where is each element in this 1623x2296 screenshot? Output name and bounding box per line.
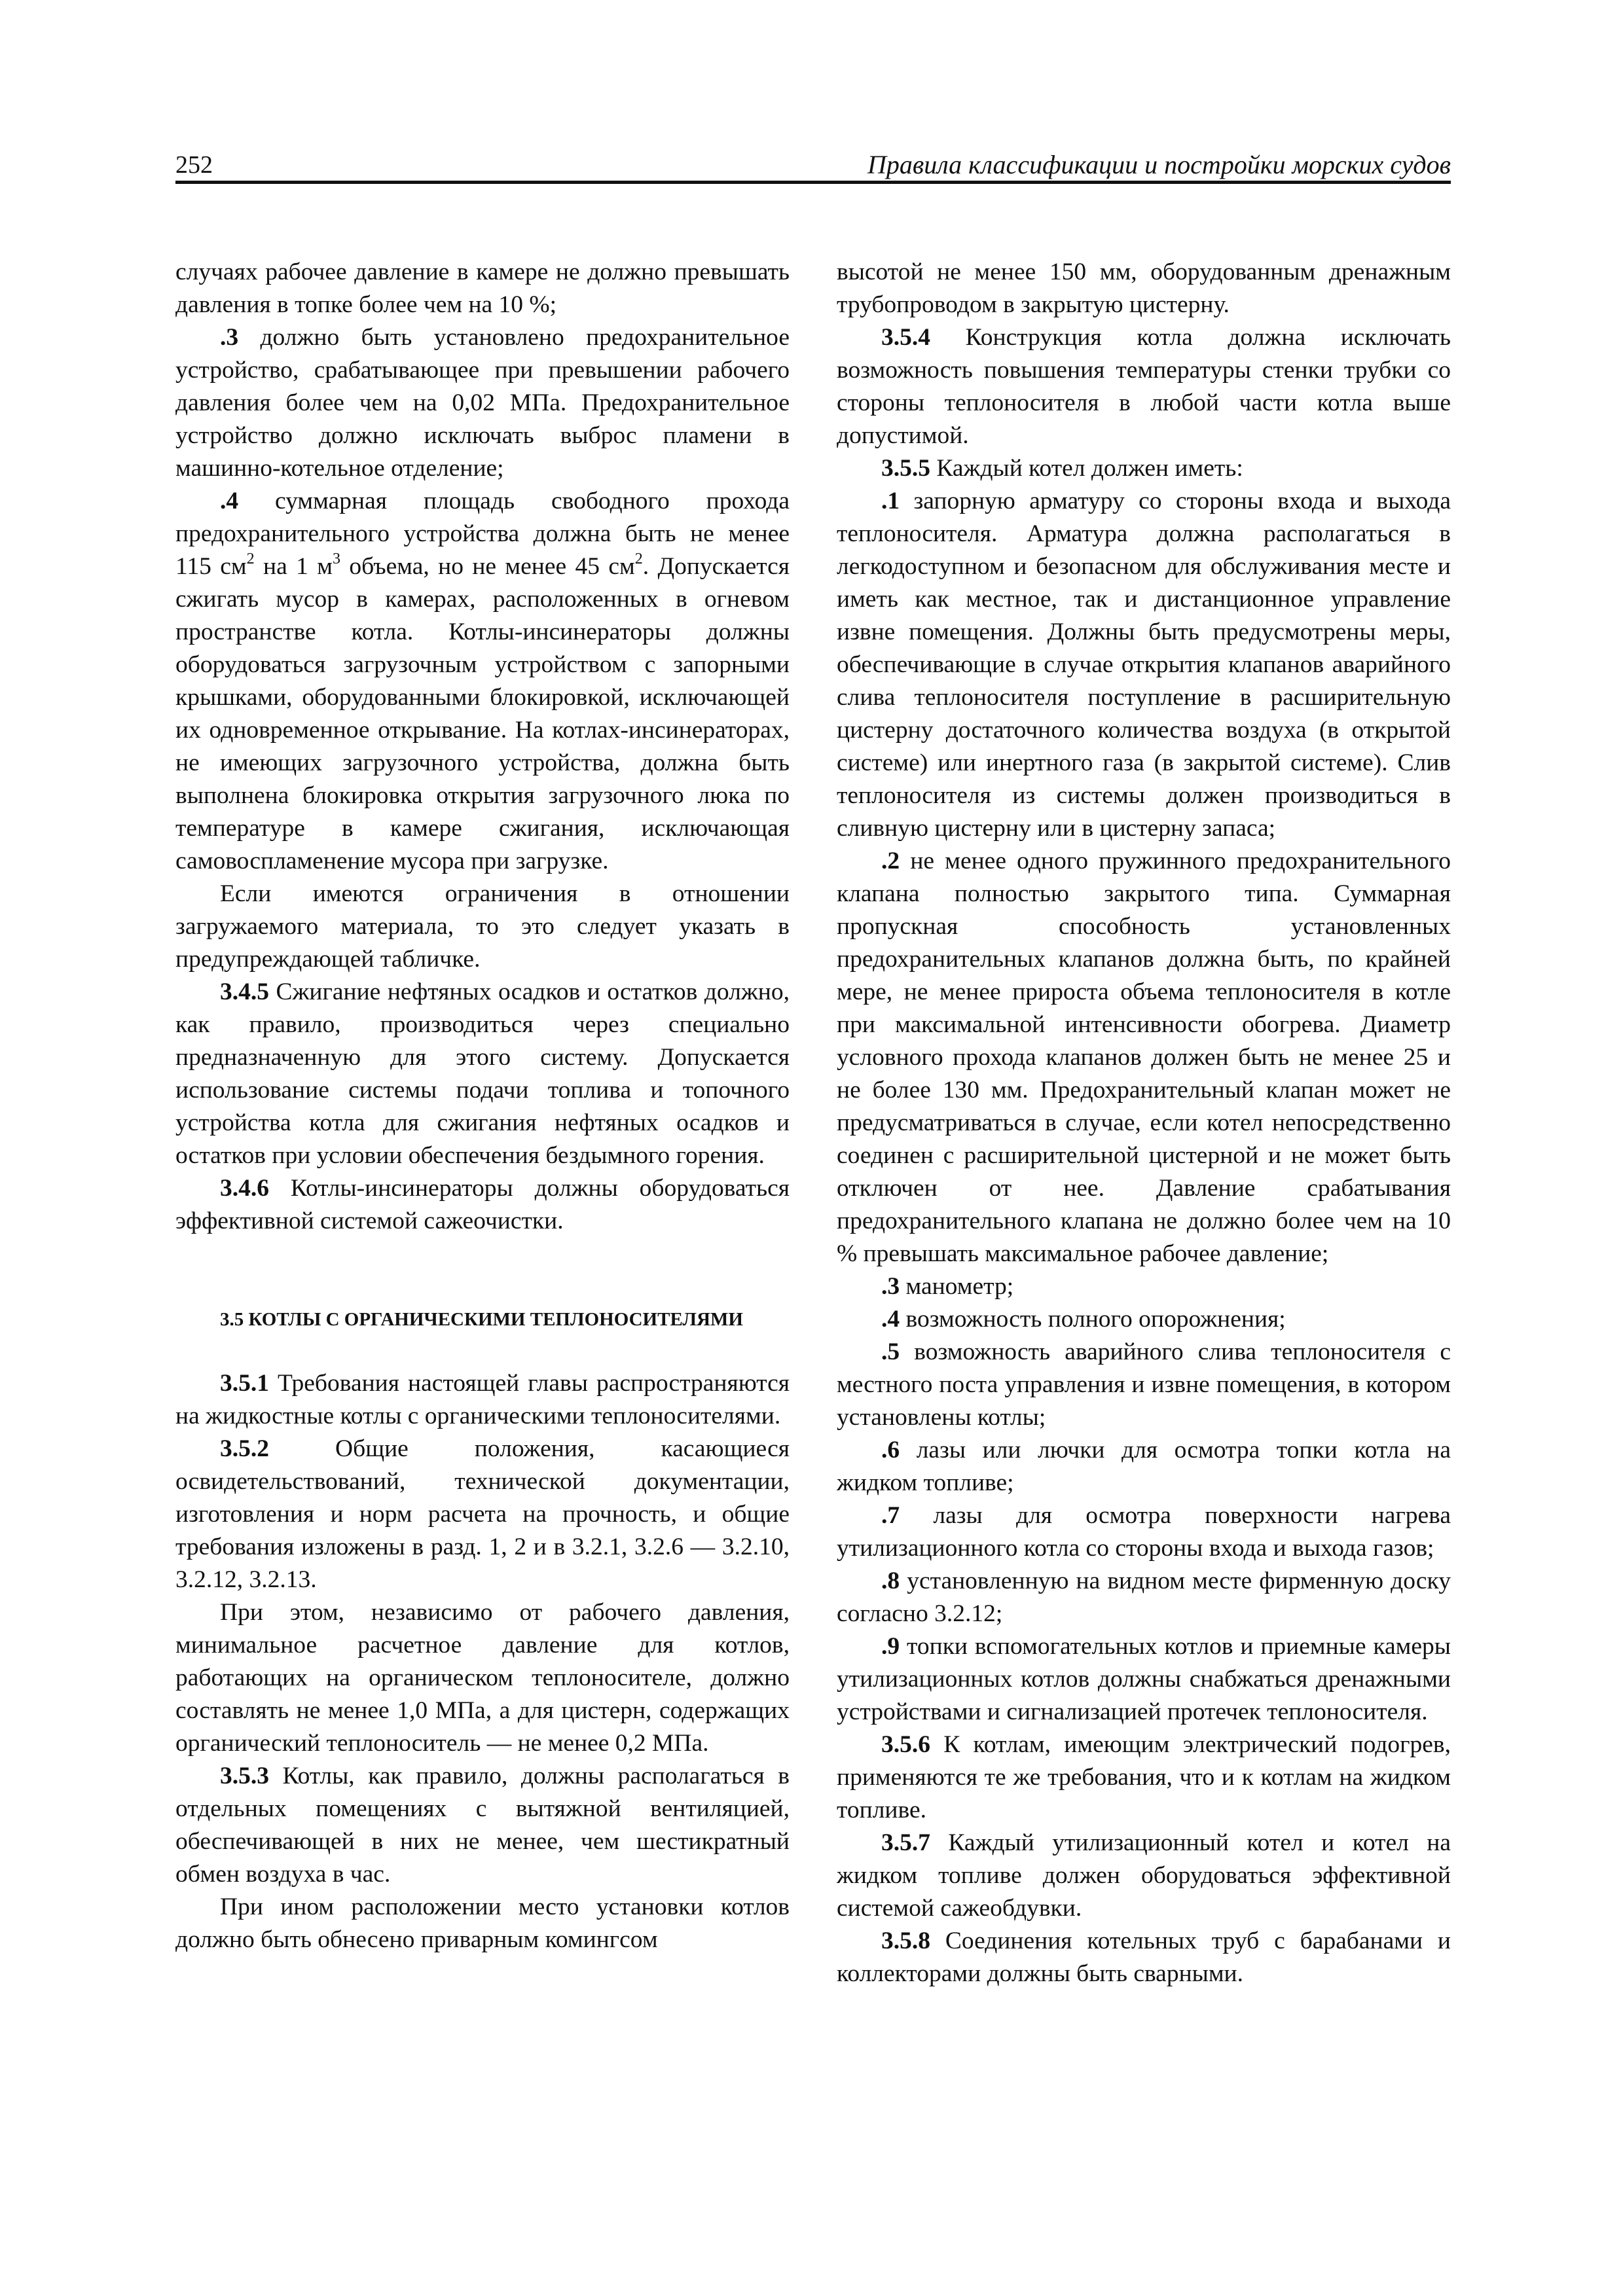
paragraph: При ином расположении место установки котлов должно быть обнесено приварным комингсом (175, 1893, 790, 1953)
list-item: .3 манометр; (881, 1273, 1014, 1300)
paragraph: 3.4.5 Сжигание нефтяных осадков и остатков должно, как правило, производиться через специально предназначенную для этого систему. Допускается использование системы подачи топлива и топочного устройства котла для сжигания нефтяных осадков и остатков при условии обеспечения бездымного горения. (175, 978, 790, 1169)
right-column (837, 256, 1451, 1990)
paragraph: 3.5.7 Каждый утилизационный котел и котел на жидком топливе должен оборудоваться эффективной системой сажеобдувки. (837, 1829, 1451, 1922)
list-item: .7 лазы для осмотра поверхности нагрева утилизационного котла со стороны входа и выхода газов; (837, 1502, 1451, 1562)
list-item: .2 не менее одного пружинного предохранительного клапана полностью закрытого типа. Суммарная пропускная способность установленных предохранительных клапанов должна быть, по крайней мере, не менее прироста объема теплоносителя в котле при максимальной интенсивности обогрева. Диаметр условного прохода клапанов должен быть не менее 25 и не более 130 мм. Предохранительный клапан может не предусматриваться в случае, если котел непосредственно соединен с расширительной цистерной и не может быть отключен от нее. Давление срабатывания предохранительного клапана не должно более чем на 10 % превышать максимальное рабочее давление; (837, 848, 1451, 1267)
paragraph: При этом, независимо от рабочего давления, минимальное расчетное давление для котлов, работающих на органическом теплоносителе, должно составлять не менее 1,0 МПа, а для цистерн, содержащих органический теплоноситель — не менее 0,2 МПа. (175, 1599, 790, 1757)
header-rule (175, 181, 1451, 184)
paragraph: 3.5.3 Котлы, как правило, должны располагаться в отдельных помещениях с вытяжной вентиляцией, обеспечивающей в них не менее, чем шестикратный обмен воздуха в час. (175, 1763, 790, 1888)
paragraph: 3.5.6 К котлам, имеющим электрический подогрев, применяются те же требования, что и к котлам на жидком топливе. (837, 1731, 1451, 1823)
paragraph: .3 должно быть установлено предохранительное устройство, срабатывающее при превышении рабочего давления более чем на 0,02 МПа. Предохранительное устройство должно исключать выброс пламени в машинно-котельное отделение; (175, 324, 790, 482)
page-number: 252 (175, 151, 213, 179)
left-column (175, 256, 790, 1956)
paragraph: .4 суммарная площадь свободного прохода предохранительного устройства должна быть не менее 115 $см^2$ на 1 $м^3$ объема, но не менее 45 $см^2$. Допускается сжигать мусор в камерах, расположенных в огневом пространстве котла. Котлы-инсинераторы должны оборудоваться загрузочным устройством с запорными крышками, оборудованными блокировкой, исключающей их одновременное открывание. На котлах-инсинераторах, не имеющих загрузочного устройства, должна быть выполнена блокировка открытия загрузочного люка по температуре в камере сжигания, исключающая самовоспламенение мусора при загрузке. (175, 488, 790, 874)
list-item: .6 лазы или лючки для осмотра топки котла на жидком топливе; (837, 1437, 1451, 1496)
heading-spacer (175, 1336, 790, 1367)
paragraph: 3.5.2 Общие положения, касающиеся освидетельствований, технической документации, изготовления и норм расчета на прочность, и общие требования изложены в разд. 1, 2 и в 3.2.1, 3.2.6 — 3.2.10, 3.2.12, 3.2.13. (175, 1435, 790, 1593)
list-item: .1 запорную арматуру со стороны входа и выхода теплоносителя. Арматура должна располагаться в легкодоступном и безопасном для обслуживания месте и иметь как местное, так и дистанционное управление извне помещения. Должны быть предусмотрены меры, обеспечивающие в случае открытия клапанов аварийного слива теплоносителя поступление в расширительную цистерну достаточного количества воздуха (в открытой системе) или инертного газа (в закрытой системе). Слив теплоносителя из системы должен производиться в сливную цистерну или в цистерну запаса; (837, 488, 1451, 842)
page-header (175, 148, 1451, 182)
paragraph: высотой не менее 150 мм, оборудованным дренажным трубопроводом в закрытую цистерну. (837, 259, 1451, 318)
list-item: .4 возможность полного опорожнения; (881, 1306, 1286, 1333)
list-item: .8 установленную на видном месте фирменную доску согласно 3.2.12; (837, 1568, 1451, 1627)
section-heading: 3.5 КОТЛЫ С ОРГАНИЧЕСКИМИ ТЕПЛОНОСИТЕЛЯМИ (220, 1309, 743, 1330)
paragraph: 3.5.1 Требования настоящей главы распространяются на жидкостные котлы с органическими теплоносителями. (175, 1370, 790, 1429)
section-spacer (175, 1238, 790, 1303)
paragraph: 3.4.6 Котлы-инсинераторы должны оборудоваться эффективной системой сажеочистки. (175, 1175, 790, 1234)
running-title: Правила классификации и постройки морских судов (867, 150, 1451, 179)
paragraph: случаях рабочее давление в камере не должно превышать давления в топке более чем на 10 %; (175, 259, 790, 318)
paragraph: 3.5.8 Соединения котельных труб с барабанами и коллекторами должны быть сварными. (837, 1928, 1451, 1987)
paragraph: 3.5.4 Конструкция котла должна исключать возможность повышения температуры стенки трубки со стороны теплоносителя в любой части котла выше допустимой. (837, 324, 1451, 449)
list-item: .5 возможность аварийного слива теплоносителя с местного поста управления и извне помещения, в котором установлены котлы; (837, 1338, 1451, 1431)
paragraph: Если имеются ограничения в отношении загружаемого материала, то это следует указать в предупреждающей табличке. (175, 880, 790, 973)
paragraph: 3.5.5 Каждый котел должен иметь: (881, 455, 1243, 482)
list-item: .9 топки вспомогательных котлов и приемные камеры утилизационных котлов должны снабжаться дренажными устройствами и сигнализацией протечек теплоносителя. (837, 1633, 1451, 1725)
